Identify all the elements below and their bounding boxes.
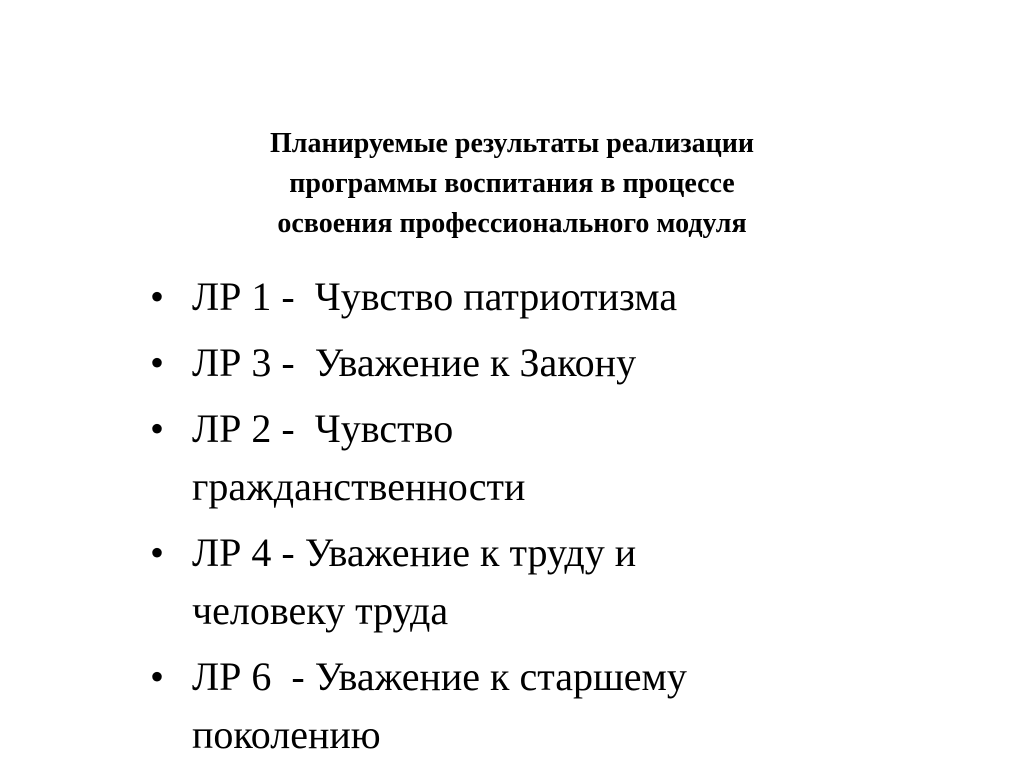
bullet-text: ЛР 2 - Чувство — [192, 406, 454, 451]
bullet-text-continuation: человеку труда — [192, 588, 449, 633]
bullet-item-lr3 — [150, 334, 850, 392]
bullet-item-lr1 — [150, 268, 850, 326]
bullet-dot-icon: • — [150, 406, 165, 451]
bullet-dot-icon: • — [150, 340, 165, 385]
bullet-item-lr2 — [150, 400, 850, 516]
slide-title-line-3: освоения профессионального модуля — [277, 208, 747, 239]
bullet-dot-icon: • — [150, 654, 165, 699]
slide-title-line-2: программы воспитания в процессе — [289, 168, 735, 199]
bullet-item-lr6 — [150, 648, 850, 764]
bullet-text: ЛР 3 - Уважение к Закону — [192, 340, 637, 385]
bullet-text: ЛР 6 - Уважение к старшему — [192, 654, 687, 699]
bullet-text: ЛР 1 - Чувство патриотизма — [192, 274, 678, 319]
bullet-text-continuation: поколению — [192, 712, 381, 757]
slide-title-line-1: Планируемые результаты реализации — [269, 128, 755, 159]
bullet-text: ЛР 4 - Уважение к труду и — [192, 530, 637, 575]
bullet-dot-icon: • — [150, 530, 165, 575]
bullet-item-lr4 — [150, 524, 850, 640]
slide-title — [120, 124, 904, 244]
bullet-dot-icon: • — [150, 274, 165, 319]
bullet-text-continuation: гражданственности — [192, 464, 526, 509]
bullet-list — [150, 268, 850, 772]
